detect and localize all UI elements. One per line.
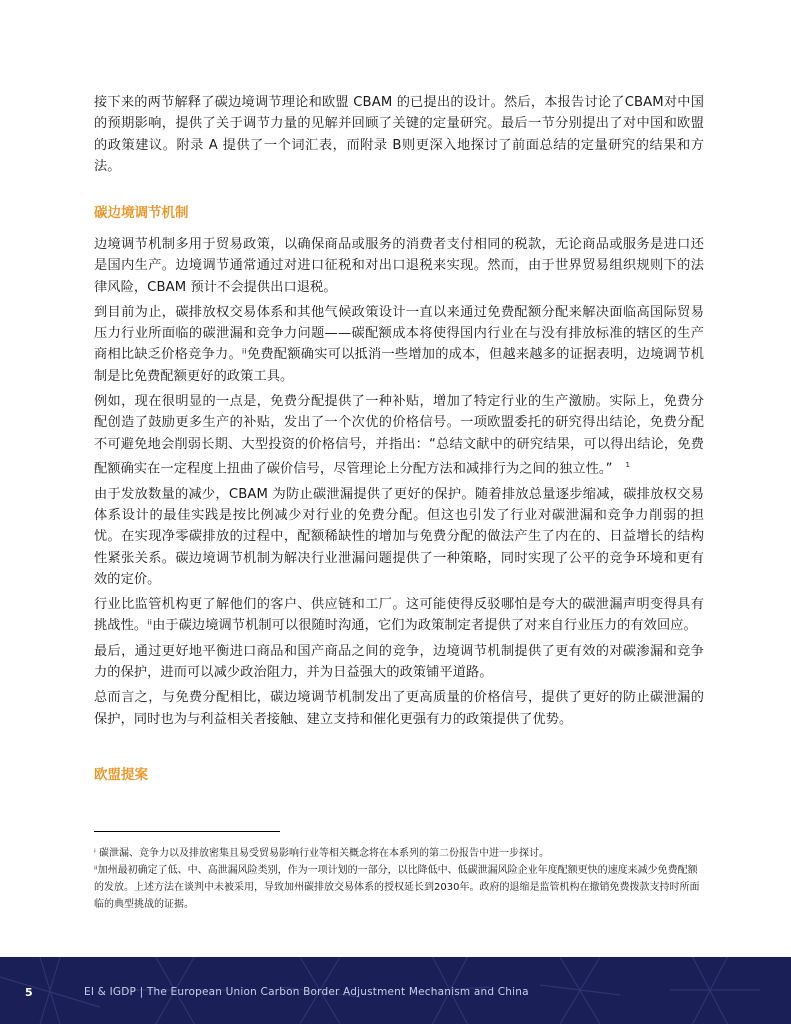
intro-paragraph: 接下来的两节解释了碳边境调节理论和欧盟 CBAM 的已提出的设计。然后，本报告讨论了CBAM对中国的预期影响，提供了关于调节力量的见解并回顾了关键的定量研究。最后一节分别提出了对中国和欧盟的政策建议。附录 A 提供了一个词汇表，而附录 B则更深入地探讨了前面总结的定量研究的结果和方法。: [94, 95, 704, 174]
body-text: [94, 92, 704, 181]
footnote-ref: 1: [625, 460, 630, 469]
footer-title: EI & IGDP | The European Union Carbon Border Adjustment Mechanism and China: [84, 986, 529, 998]
footnote: ⁱ 碳泄漏、竞争力以及排放密集且易受贸易影响行业等相关概念将在本系列的第二份报告中进一步探讨。: [94, 848, 549, 859]
paragraph: [94, 391, 704, 480]
paragraph: 最后，通过更好地平衡进口商品和国产商品之间的竞争，边境调节机制提供了更有效的对碳渗漏和竞争力的保护，进而可以减少政治阻力，并为日益强大的政策铺平道路。: [94, 643, 704, 681]
paragraph: 边境调节机制多用于贸易政策，以确保商品或服务的消费者支付相同的税款，无论商品或服务是进口还是国内生产。边境调节通常通过对进口征税和对出口退税来实现。然而，由于世界贸易组织规则下的法律风险，CBAM 预计不会提供出口退税。: [94, 237, 704, 295]
footnote: ⁱⁱ加州最初确定了低、中、高泄漏风险类别，作为一项计划的一部分，以比降低中、低碳泄漏风险企业年度配额更快的速度来减少免费配额的发放。上述方法在谈判中未被采用，导致加州碳排放交易体系的授权延长到2030年。政府的退缩是监管机构在撤销免费拨款支持时所面临的典型挑战的证据。: [94, 865, 700, 910]
paragraph: 到目前为止，碳排放权交易体系和其他气候政策设计一直以来通过免费配额分配来解决面临高国际贸易压力行业所面临的碳泄漏和竞争力问题——碳配额成本将使得国内行业在与没有排放标准的辖区的生产商相比缺乏价格竞争力。ⁱⁱ免费配额确实可以抵消一些增加的成本，但越来越多的证据表明，边境调节机制是比免费配额更好的政策工具。: [94, 304, 704, 384]
paragraph: 由于发放数量的减少，CBAM 为防止碳泄漏提供了更好的保护。随着排放总量逐步缩减，碳排放权交易体系设计的最佳实践是按比例减少对行业的免费分配。但这也引发了行业对碳泄漏和竞争力削弱的担忧。在实现净零碳排放的过程中，配额稀缺性的增加与免费分配的做法产生了内在的、日益增长的结构性紧张关系。碳边境调节机制为解决行业泄漏问题提供了一种策略，同时实现了公平的竞争环境和更有效的定价。: [94, 486, 704, 587]
section-heading-cbam: 碳边境调节机制: [94, 205, 189, 221]
paragraph: 总而言之，与免费分配相比，碳边境调节机制发出了更高质量的价格信号，提供了更好的防止碳泄漏的保护，同时也为与利益相关者接触、建立支持和催化更强有力的政策提供了优势。: [94, 690, 704, 727]
footnotes: [94, 845, 704, 913]
paragraph: 行业比监管机构更了解他们的客户、供应链和工厂。这可能使得反驳哪怕是夸大的碳泄漏声明变得具有挑战性。ⁱⁱ由于碳边境调节机制可以很随时沟通，它们为政策制定者提供了对来自行业压力的有效回应。: [94, 597, 704, 634]
section-cbam-body: [94, 234, 704, 734]
section-heading-eu-proposal: 欧盟提案: [94, 767, 148, 783]
paragraph-text: 例如，现在很明显的一点是，免费分配提供了一种补贴，增加了特定行业的生产激励。实际上，免费分配创造了鼓励更多生产的补贴，发出了一个次优的价格信号。一项欧盟委托的研究得出结论，免费分配不可避免地会削弱长期、大型投资的价格信号，并指出：“总结文献中的研究结果，可以得出结论，免费配额确实在一定程度上扭曲了碳价信号，尽管理论上分配方法和减排行为之间的独立性。”: [94, 394, 704, 477]
footnote-divider: [94, 831, 280, 832]
page-number: 5: [25, 986, 33, 999]
page-footer: [0, 957, 791, 1024]
